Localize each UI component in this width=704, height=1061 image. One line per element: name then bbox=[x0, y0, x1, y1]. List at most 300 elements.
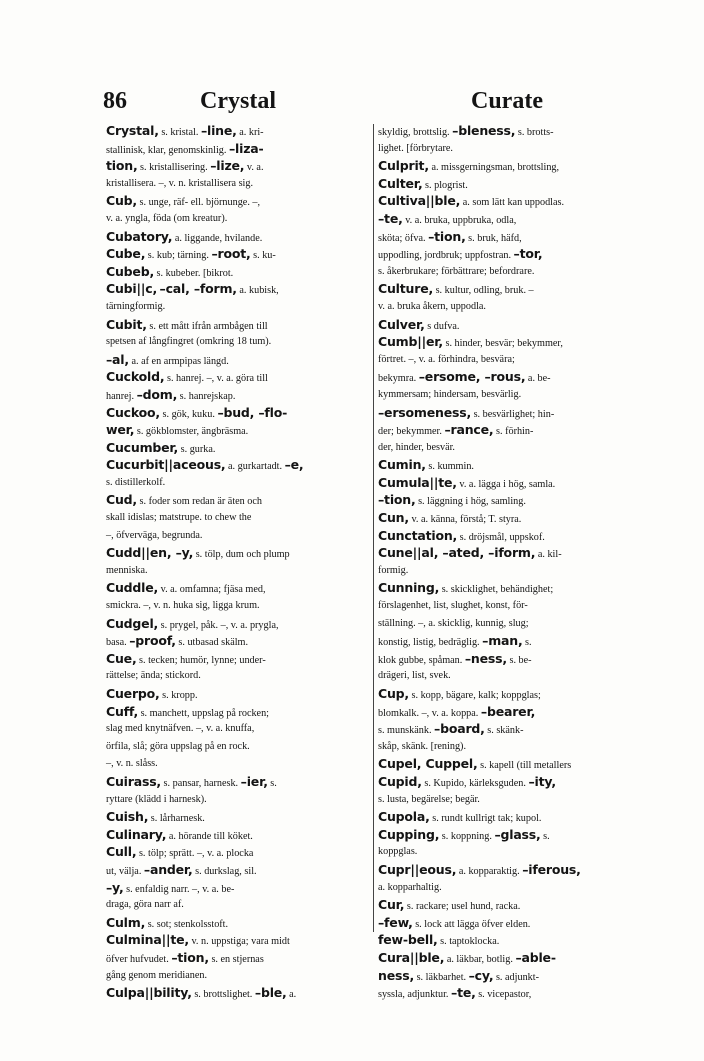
guide-word-left: Crystal bbox=[200, 88, 276, 114]
definition-text: s. prygel, påk. –, v. a. prygla, bbox=[158, 619, 279, 631]
headword: Culmina||te, bbox=[106, 932, 189, 948]
definition-text: v. a. känna, förstå; T. styra. bbox=[408, 514, 522, 526]
entry-line bbox=[106, 808, 368, 826]
headword: –tion, bbox=[378, 492, 416, 508]
entry-line bbox=[106, 703, 368, 721]
headword: –ander, bbox=[143, 861, 193, 877]
entry-line bbox=[106, 544, 368, 562]
definition-text: s. lårharnesk. bbox=[148, 813, 205, 825]
entry-line bbox=[106, 984, 368, 1002]
headword: –proof, bbox=[129, 633, 176, 649]
definition-text: s. ett mått ifrån armbågen till bbox=[146, 320, 268, 332]
entry-line bbox=[106, 157, 368, 175]
headword: Cue, bbox=[106, 650, 137, 666]
definition-text: menniska. bbox=[106, 564, 148, 576]
entry-line bbox=[378, 703, 640, 721]
headword: –y, bbox=[106, 879, 124, 895]
entry-line bbox=[106, 861, 368, 879]
definition-text: s. unge, räf- ell. björnunge. –, bbox=[136, 197, 261, 209]
headword: –tion, bbox=[428, 228, 466, 244]
headword: –tor, bbox=[513, 246, 543, 262]
definition-text: s. hinder, besvär; bekymmer, bbox=[442, 338, 563, 350]
headword: Cube, bbox=[106, 246, 146, 262]
headword: Cune||al, –ated, –iform, bbox=[378, 545, 536, 561]
headword: Culprit, bbox=[378, 158, 429, 174]
definition-text: s. Kupido, kärleksguden. bbox=[421, 777, 529, 789]
definition-text: s. lock att lägga öfver elden. bbox=[412, 918, 531, 930]
headword: Cunctation, bbox=[378, 527, 458, 543]
definition-text: lighet. [förbrytare. bbox=[378, 142, 453, 154]
headword: ness, bbox=[378, 967, 415, 983]
definition-text: v. a. bbox=[244, 162, 264, 174]
headword: Cumula||te, bbox=[378, 474, 457, 490]
definition-text: kymmersam; hindersam, besvärlig. bbox=[378, 388, 522, 400]
entry-line bbox=[378, 667, 640, 685]
entry-line bbox=[378, 263, 640, 281]
entry-line bbox=[378, 386, 640, 404]
definition-text: der; bekymmer. bbox=[378, 426, 445, 438]
entry-line bbox=[378, 298, 640, 316]
headword: Cucurbit||aceous, bbox=[106, 457, 226, 473]
headword: Cubeb, bbox=[106, 263, 154, 279]
definition-text: s. bbox=[267, 777, 277, 789]
entry-line bbox=[106, 386, 368, 404]
headword: –dom, bbox=[136, 386, 178, 402]
definition-text: kristallisera. –, v. n. kristallisera sig. bbox=[106, 177, 254, 189]
entry-line bbox=[378, 368, 640, 386]
definition-text: a. af en armpipas längd. bbox=[128, 355, 229, 367]
definition-text: s. utbasad skälm. bbox=[175, 637, 249, 649]
entry-line bbox=[106, 298, 368, 316]
entry-line bbox=[106, 421, 368, 439]
entry-line bbox=[378, 316, 640, 334]
headword: Culpa||bility, bbox=[106, 985, 192, 1001]
definition-text: v. a. bruka åkern, uppodla. bbox=[378, 300, 486, 312]
definition-text: s. enfaldig narr. –, v. a. be- bbox=[123, 883, 235, 895]
entry-line bbox=[378, 808, 640, 826]
definition-text: s. kristal. bbox=[158, 127, 201, 138]
entry-line bbox=[378, 685, 640, 703]
headword: Culter, bbox=[378, 175, 423, 191]
right-column bbox=[378, 122, 640, 1001]
entry-line bbox=[106, 368, 368, 386]
headword: Cumb||er, bbox=[378, 334, 443, 350]
definition-text: s. pansar, harnesk. bbox=[161, 777, 241, 789]
definition-text: basa. bbox=[106, 637, 130, 649]
headword: Cupola, bbox=[378, 809, 430, 825]
definition-text: a. kri- bbox=[236, 127, 264, 138]
entry-line bbox=[378, 351, 640, 369]
headword: Culm, bbox=[106, 914, 146, 930]
definition-text: v. n. uppstiga; vara midt bbox=[188, 936, 290, 948]
headword: Cuckold, bbox=[106, 369, 165, 385]
definition-text: s. distillerkolf. bbox=[106, 476, 166, 488]
definition-text: a. kopparaktig. bbox=[456, 865, 523, 877]
entry-line bbox=[378, 491, 640, 509]
definition-text: s. plogrist. bbox=[422, 179, 468, 191]
definition-text: tärningformig. bbox=[106, 300, 166, 312]
entry-line bbox=[106, 491, 368, 509]
definition-text: förslagenhet, list, slughet, konst, för- bbox=[378, 600, 528, 612]
headword: –liza- bbox=[228, 140, 264, 156]
entry-line bbox=[106, 333, 368, 351]
definition-text: s. gökblomster, ängbräsma. bbox=[134, 426, 249, 438]
headword: Cucumber, bbox=[106, 439, 179, 455]
definition-text: s. skänk- bbox=[484, 725, 524, 737]
entry-line bbox=[378, 404, 640, 422]
definition-text: ryttare (klädd i harnesk). bbox=[106, 793, 207, 805]
definition-text: sköta; öfva. bbox=[378, 232, 429, 244]
entry-line bbox=[106, 597, 368, 615]
definition-text: drägeri, list, svek. bbox=[378, 670, 451, 682]
entry-line bbox=[106, 210, 368, 228]
headword: Cuff, bbox=[106, 703, 139, 719]
headword: –ness, bbox=[464, 650, 507, 666]
headword: –bearer, bbox=[480, 703, 536, 719]
definition-text: a. läkbar, botlig. bbox=[444, 953, 516, 965]
definition-text: s. kristallisering. bbox=[137, 162, 211, 174]
entry-line bbox=[378, 650, 640, 668]
headword: Cubit, bbox=[106, 316, 147, 332]
definition-text: s. läggning i hög, samling. bbox=[415, 496, 526, 508]
definition-text: formig. bbox=[378, 564, 409, 576]
definition-text: koppglas. bbox=[378, 846, 418, 858]
definition-text: a. som lätt kan uppodlas. bbox=[460, 197, 565, 209]
headword: –e, bbox=[284, 457, 304, 473]
headword: –man, bbox=[482, 633, 523, 649]
definition-text: slag med knytnäfven. –, v. a. knuffa, bbox=[106, 723, 255, 735]
definition-text: s. brotts- bbox=[515, 127, 554, 138]
entry-line bbox=[378, 773, 640, 791]
entry-line bbox=[378, 896, 640, 914]
definition-text: s. bbox=[540, 830, 550, 842]
definition-text: s. kummin. bbox=[425, 461, 474, 473]
entry-line bbox=[106, 192, 368, 210]
definition-text: s. vicepastor, bbox=[475, 989, 532, 1001]
entry-line bbox=[106, 667, 368, 685]
definition-text: skall idislas; matstrupe. to chew the bbox=[106, 512, 252, 524]
definition-text: s. tecken; humör, lynne; under- bbox=[136, 654, 266, 666]
entry-line bbox=[378, 861, 640, 879]
definition-text: a. be- bbox=[525, 373, 551, 385]
definition-text: örfila, slå; göra uppslag på en rock. bbox=[106, 740, 250, 752]
headword: Cumin, bbox=[378, 457, 426, 473]
headword: Cudd||en, –y, bbox=[106, 545, 194, 561]
definition-text: a. kil- bbox=[535, 549, 562, 561]
entry-line bbox=[378, 544, 640, 562]
definition-text: s. adjunkt- bbox=[493, 971, 539, 983]
definition-text: –, v. n. slåss. bbox=[106, 758, 158, 770]
definition-text: draga, göra narr af. bbox=[106, 899, 184, 911]
definition-text: s. rackare; usel hund, racka. bbox=[404, 901, 521, 913]
definition-text: s. tölp; sprätt. –, v. a. plocka bbox=[136, 848, 254, 860]
entry-line bbox=[106, 175, 368, 193]
entry-line bbox=[106, 351, 368, 369]
headword: wer, bbox=[106, 422, 135, 438]
headword: –board, bbox=[434, 721, 485, 737]
headword: Cubi||c, bbox=[106, 281, 157, 297]
entry-line bbox=[378, 632, 640, 650]
definition-text: v. a. yngla, föda (om kreatur). bbox=[106, 212, 228, 224]
headword: –ity, bbox=[528, 773, 556, 789]
entry-line bbox=[378, 879, 640, 897]
entry-line bbox=[378, 210, 640, 228]
headword: Cun, bbox=[378, 510, 409, 526]
headword: –te, bbox=[451, 985, 476, 1001]
definition-text: s. sot; stenkolsstoft. bbox=[145, 918, 229, 930]
entry-line bbox=[378, 931, 640, 949]
headword: Cuckoo, bbox=[106, 404, 160, 420]
definition-text: ställning. –, a. skicklig, kunnig, slug; bbox=[378, 617, 529, 629]
entry-line bbox=[378, 967, 640, 985]
entry-line bbox=[106, 632, 368, 650]
entry-line bbox=[106, 263, 368, 281]
headword: –te, bbox=[378, 210, 403, 226]
definition-text: der, hinder, besvär. bbox=[378, 441, 455, 453]
entry-line bbox=[106, 280, 368, 298]
definition-text: s. åkerbrukare; förbättrare; befordrare. bbox=[378, 265, 535, 277]
definition-text: blomkalk. –, v. a. koppa. bbox=[378, 707, 481, 719]
entry-line bbox=[106, 949, 368, 967]
entry-line bbox=[106, 791, 368, 809]
entry-line bbox=[378, 245, 640, 263]
headword: –bleness, bbox=[452, 123, 516, 138]
headword: Crystal, bbox=[106, 123, 159, 138]
headword: –cal, –form, bbox=[159, 281, 237, 297]
definition-text: stallinisk, klar, genomskinlig. bbox=[106, 144, 229, 156]
definition-text: förtret. –, v. a. förhindra, besvära; bbox=[378, 353, 515, 365]
entry-line bbox=[378, 949, 640, 967]
entry-line bbox=[378, 333, 640, 351]
definition-text: rättelse; ända; stickord. bbox=[106, 670, 201, 682]
definition-text: öfver hufvudet. bbox=[106, 953, 172, 965]
entry-line bbox=[106, 615, 368, 633]
headword: Cupr||eous, bbox=[378, 861, 457, 877]
definition-text: ut, välja. bbox=[106, 865, 144, 877]
definition-text: s. en stjernas bbox=[208, 953, 264, 965]
definition-text: s. taptoklocka. bbox=[437, 936, 500, 948]
definition-text: spetsen af långfingret (omkring 18 tum). bbox=[106, 336, 272, 348]
definition-text: s. bruk, häfd, bbox=[465, 232, 522, 244]
headword: –al, bbox=[106, 351, 129, 367]
entry-line bbox=[106, 456, 368, 474]
definition-text: skyldig, brottslig. bbox=[378, 127, 453, 138]
entry-line bbox=[378, 157, 640, 175]
headword: –line, bbox=[200, 123, 237, 138]
definition-text: s. hanrej. –, v. a. göra till bbox=[164, 373, 268, 385]
headword: Cubatory, bbox=[106, 228, 173, 244]
definition-text: a. kopparhaltig. bbox=[378, 881, 442, 893]
entry-line bbox=[378, 615, 640, 633]
definition-text: a. bbox=[286, 989, 297, 1001]
definition-text: klok gubbe, spåman. bbox=[378, 654, 465, 666]
entry-line bbox=[378, 527, 640, 545]
column-divider bbox=[373, 124, 374, 932]
headword: –ersome, –rous, bbox=[418, 369, 526, 385]
entry-line bbox=[378, 474, 640, 492]
entry-line bbox=[378, 456, 640, 474]
entry-line bbox=[106, 404, 368, 422]
headword: –lize, bbox=[210, 158, 245, 174]
definition-text: a. liggande, hvilande. bbox=[172, 232, 263, 244]
definition-text: s. bbox=[522, 637, 532, 649]
definition-text: a. hörande till köket. bbox=[166, 830, 253, 842]
definition-text: s. kultur, odling, bruk. – bbox=[433, 285, 534, 297]
entry-line bbox=[106, 474, 368, 492]
definition-text: skåp, skänk. [rening). bbox=[378, 740, 466, 752]
entry-line bbox=[106, 720, 368, 738]
headword: –bud, –flo- bbox=[217, 404, 288, 420]
entry-line bbox=[106, 967, 368, 985]
definition-text: s. munskänk. bbox=[378, 725, 435, 737]
headword: few-bell, bbox=[378, 932, 438, 948]
headword: Cupid, bbox=[378, 773, 422, 789]
entry-line bbox=[378, 826, 640, 844]
entry-line bbox=[106, 879, 368, 897]
headword: Cub, bbox=[106, 193, 137, 209]
definition-text: v. a. lägga i hög, samla. bbox=[456, 478, 556, 490]
definition-text: s. durkslag, sil. bbox=[192, 865, 257, 877]
headword: Culture, bbox=[378, 281, 434, 297]
headword: tion, bbox=[106, 158, 138, 174]
headword: –ble, bbox=[254, 985, 287, 1001]
entry-line bbox=[378, 791, 640, 809]
definition-text: v. a. bruka, uppbruka, odla, bbox=[402, 214, 517, 226]
entry-line bbox=[378, 439, 640, 457]
headword: Culver, bbox=[378, 316, 425, 332]
definition-text: s. gök, kuku. bbox=[159, 408, 218, 420]
entry-line bbox=[106, 140, 368, 158]
definition-text: syssla, adjunktur. bbox=[378, 989, 452, 1001]
left-column bbox=[106, 122, 368, 1001]
headword: –root, bbox=[211, 246, 251, 262]
headword: Cud, bbox=[106, 492, 137, 508]
headword: Cupel, Cuppel, bbox=[378, 756, 478, 772]
entry-line bbox=[378, 280, 640, 298]
headword: –glass, bbox=[494, 826, 541, 842]
entry-line bbox=[106, 773, 368, 791]
entry-line bbox=[106, 562, 368, 580]
entry-line bbox=[378, 579, 640, 597]
headword: Cur, bbox=[378, 897, 405, 913]
definition-text: s. hanrejskap. bbox=[177, 390, 236, 402]
headword: –tion, bbox=[171, 949, 209, 965]
entry-line bbox=[106, 914, 368, 932]
definition-text: a. missgerningsman, brottsling, bbox=[428, 162, 560, 174]
entry-line bbox=[378, 843, 640, 861]
entry-line bbox=[378, 597, 640, 615]
definition-text: s. ku- bbox=[250, 250, 276, 262]
definition-text: s. skicklighet, behändighet; bbox=[439, 584, 554, 596]
definition-text: a. gurkartadt. bbox=[225, 461, 285, 473]
headword: –few, bbox=[378, 914, 413, 930]
headword: –cy, bbox=[468, 967, 494, 983]
definition-text: s. kropp. bbox=[159, 690, 198, 701]
headword: Cultiva||ble, bbox=[378, 193, 461, 209]
entry-line bbox=[378, 738, 640, 756]
headword: –iferous, bbox=[522, 861, 581, 877]
entry-line bbox=[106, 316, 368, 334]
headword: –able- bbox=[515, 949, 556, 965]
entry-line bbox=[378, 175, 640, 193]
definition-text: s. rundt kullrigt tak; kupol. bbox=[429, 813, 542, 825]
definition-text: v. a. omfamna; fjäsa med, bbox=[158, 584, 266, 596]
definition-text: s. manchett, uppslag på rocken; bbox=[138, 707, 270, 719]
entry-line bbox=[106, 931, 368, 949]
headword: Cup, bbox=[378, 686, 409, 701]
entry-line bbox=[106, 685, 368, 703]
entry-line bbox=[378, 421, 640, 439]
definition-text: s. förhin- bbox=[493, 426, 534, 438]
entry-line bbox=[106, 826, 368, 844]
definition-text: gång genom meridianen. bbox=[106, 969, 207, 981]
headword: Cull, bbox=[106, 844, 137, 860]
definition-text: a. kubisk, bbox=[236, 285, 279, 297]
entry-line bbox=[378, 720, 640, 738]
definition-text: s. kapell (till metallers bbox=[477, 760, 572, 772]
definition-text: s. koppning. bbox=[439, 830, 495, 842]
entry-line bbox=[106, 228, 368, 246]
definition-text: s. läkbarhet. bbox=[414, 971, 469, 983]
definition-text: s. brottslighet. bbox=[191, 989, 255, 1001]
entry-line bbox=[106, 650, 368, 668]
entry-line bbox=[378, 914, 640, 932]
entry-line bbox=[378, 140, 640, 158]
headword: Culinary, bbox=[106, 826, 167, 842]
definition-text: –, öfverväga, begrunda. bbox=[106, 529, 203, 541]
entry-line bbox=[378, 509, 640, 527]
headword: Cuerpo, bbox=[106, 686, 160, 701]
definition-text: s. foder som redan är äten och bbox=[136, 496, 263, 508]
entry-line bbox=[106, 527, 368, 545]
definition-text: s dufva. bbox=[424, 320, 460, 332]
entry-line bbox=[106, 509, 368, 527]
entry-line bbox=[106, 843, 368, 861]
headword: –ersomeness, bbox=[378, 404, 472, 420]
entry-line bbox=[378, 755, 640, 773]
entry-line bbox=[378, 122, 640, 140]
definition-text: s. lusta, begärelse; begär. bbox=[378, 793, 480, 805]
entry-line bbox=[378, 192, 640, 210]
headword: Cuish, bbox=[106, 809, 149, 825]
headword: Cunning, bbox=[378, 580, 440, 596]
definition-text: uppodling, jordbruk; uppfostran. bbox=[378, 250, 514, 262]
definition-text: smickra. –, v. n. huka sig, ligga krum. bbox=[106, 600, 260, 612]
definition-text: s. tölp, dum och plump bbox=[193, 549, 290, 561]
headword: Cudgel, bbox=[106, 615, 159, 631]
entry-line bbox=[106, 579, 368, 597]
entry-line bbox=[106, 738, 368, 756]
headword: Cura||ble, bbox=[378, 949, 445, 965]
entry-line bbox=[378, 984, 640, 1002]
definition-text: s. kub; tärning. bbox=[145, 250, 212, 262]
entry-line bbox=[106, 122, 368, 140]
headword: –ier, bbox=[240, 773, 268, 789]
definition-text: s. dröjsmål, uppskof. bbox=[457, 531, 545, 543]
entry-line bbox=[106, 439, 368, 457]
entry-line bbox=[378, 562, 640, 580]
entry-line bbox=[106, 245, 368, 263]
headword: –rance, bbox=[444, 422, 494, 438]
headword: Cupping, bbox=[378, 826, 440, 842]
entry-line bbox=[106, 896, 368, 914]
definition-text: bekymra. bbox=[378, 373, 419, 385]
definition-text: hanrej. bbox=[106, 390, 137, 402]
definition-text: s. be- bbox=[506, 654, 532, 666]
headword: Cuirass, bbox=[106, 773, 161, 789]
definition-text: s. kubeber. [bikrot. bbox=[154, 267, 234, 279]
definition-text: konstig, listig, bedräglig. bbox=[378, 637, 483, 649]
